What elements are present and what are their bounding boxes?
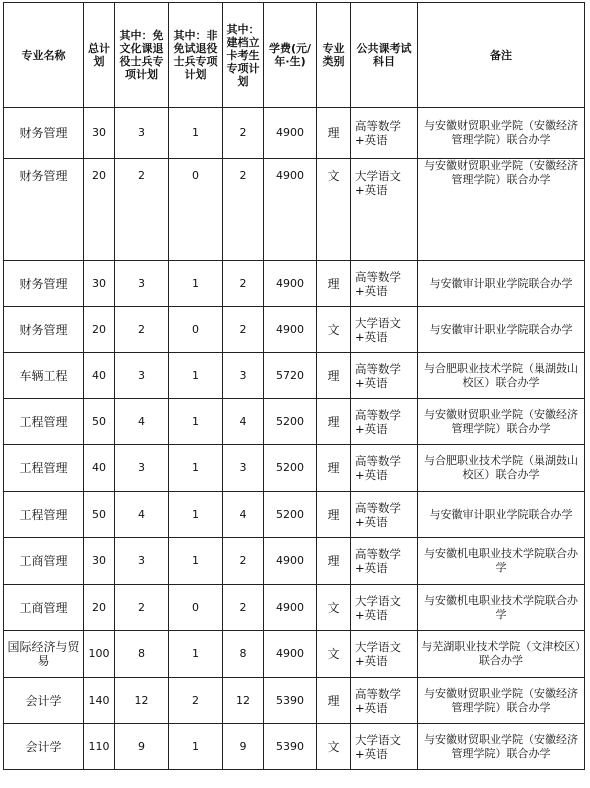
vet-nonexempt-cell: 0 — [169, 307, 223, 353]
note-cell: 与安徽审计职业学院联合办学 — [418, 261, 585, 307]
major-cell: 财务管理 — [4, 159, 84, 261]
vet-nonexempt-cell: 0 — [169, 585, 223, 631]
tuition-cell: 5390 — [264, 724, 317, 770]
subject-line: 大学语文 — [355, 593, 401, 608]
subject-line: 高等数学 — [355, 454, 401, 468]
subject-line: 大学语文 — [355, 169, 401, 183]
vet-exempt-cell: 2 — [115, 159, 169, 261]
category-cell: 文 — [317, 307, 351, 353]
subjects-cell — [351, 631, 418, 678]
category-cell: 理 — [317, 492, 351, 538]
table-row — [4, 353, 585, 399]
major-cell: 工程管理 — [4, 492, 84, 538]
header-total: 总计划 — [84, 3, 115, 108]
subject-line: 高等数学 — [355, 361, 401, 376]
major-cell: 国际经济与贸易 — [4, 631, 84, 678]
category-cell: 理 — [317, 353, 351, 399]
header-row — [4, 3, 585, 108]
tuition-cell: 4900 — [264, 307, 317, 353]
subject-line: 大学语文 — [355, 732, 401, 747]
category-cell: 理 — [317, 678, 351, 724]
subject-line: 大学语文 — [355, 315, 401, 330]
subjects-cell — [351, 492, 418, 538]
vet-exempt-cell: 3 — [115, 261, 169, 307]
major-cell: 财务管理 — [4, 307, 84, 353]
total-cell: 30 — [84, 261, 115, 307]
vet-nonexempt-cell: 2 — [169, 678, 223, 724]
poverty-cell: 2 — [223, 108, 264, 159]
vet-exempt-cell: 8 — [115, 631, 169, 678]
category-cell: 理 — [317, 261, 351, 307]
subject-line: +英语 — [355, 468, 388, 482]
note-cell: 与合肥职业技术学院（巢湖鼓山校区）联合办学 — [418, 445, 585, 492]
tuition-cell: 4900 — [264, 585, 317, 631]
vet-nonexempt-cell: 1 — [169, 538, 223, 585]
subject-line: +英语 — [355, 183, 388, 197]
category-cell: 文 — [317, 159, 351, 261]
subject-line: +英语 — [355, 133, 388, 147]
total-cell: 140 — [84, 678, 115, 724]
subjects-cell — [351, 399, 418, 445]
major-cell: 工商管理 — [4, 538, 84, 585]
vet-nonexempt-cell: 0 — [169, 159, 223, 261]
header-category: 专业类别 — [317, 3, 351, 108]
vet-nonexempt-cell: 1 — [169, 261, 223, 307]
enrollment-plan-table — [3, 2, 585, 770]
table-row — [4, 538, 585, 585]
major-cell: 会计学 — [4, 678, 84, 724]
tuition-cell: 4900 — [264, 631, 317, 678]
category-cell: 理 — [317, 445, 351, 492]
subjects-cell — [351, 724, 418, 770]
tuition-cell: 5720 — [264, 353, 317, 399]
total-cell: 20 — [84, 159, 115, 261]
tuition-cell: 4900 — [264, 538, 317, 585]
header-note: 备注 — [418, 3, 585, 108]
header-poverty: 其中：建档立卡考生专项计划 — [223, 3, 264, 108]
subject-line: +英语 — [355, 421, 388, 436]
poverty-cell: 3 — [223, 445, 264, 492]
category-cell: 理 — [317, 399, 351, 445]
subjects-cell — [351, 585, 418, 631]
vet-nonexempt-cell: 1 — [169, 724, 223, 770]
note-cell: 与安徽财贸职业学院（安徽经济管理学院）联合办学 — [418, 108, 585, 159]
header-vet-exempt: 其中：免文化课退役士兵专项计划 — [115, 3, 169, 108]
tuition-cell: 5200 — [264, 492, 317, 538]
major-cell: 工商管理 — [4, 585, 84, 631]
table-row — [4, 445, 585, 492]
major-cell: 财务管理 — [4, 261, 84, 307]
note-cell: 与安徽审计职业学院联合办学 — [418, 492, 585, 538]
poverty-cell: 2 — [223, 307, 264, 353]
poverty-cell: 2 — [223, 261, 264, 307]
header-tuition: 学费(元/年·生) — [264, 3, 317, 108]
total-cell: 40 — [84, 445, 115, 492]
poverty-cell: 12 — [223, 678, 264, 724]
tuition-cell: 4900 — [264, 261, 317, 307]
subjects-cell — [351, 108, 418, 159]
subject-line: +英语 — [355, 700, 388, 715]
subjects-cell — [351, 307, 418, 353]
vet-exempt-cell: 3 — [115, 108, 169, 159]
vet-exempt-cell: 3 — [115, 538, 169, 585]
category-cell: 文 — [317, 631, 351, 678]
major-cell: 财务管理 — [4, 108, 84, 159]
major-cell: 会计学 — [4, 724, 84, 770]
note-cell: 与安徽机电职业技术学院联合办学 — [418, 538, 585, 585]
total-cell: 100 — [84, 631, 115, 678]
tuition-cell: 5200 — [264, 399, 317, 445]
subject-line: 高等数学 — [355, 269, 401, 284]
vet-exempt-cell: 2 — [115, 307, 169, 353]
table-row — [4, 492, 585, 538]
major-cell: 车辆工程 — [4, 353, 84, 399]
subject-line: +英语 — [355, 514, 388, 529]
total-cell: 20 — [84, 585, 115, 631]
note-cell: 与安徽财贸职业学院（安徽经济管理学院）联合办学 — [418, 678, 585, 724]
note-cell: 与合肥职业技术学院（巢湖鼓山校区）联合办学 — [418, 353, 585, 399]
poverty-cell: 8 — [223, 631, 264, 678]
vet-exempt-cell: 3 — [115, 445, 169, 492]
vet-exempt-cell: 12 — [115, 678, 169, 724]
poverty-cell: 2 — [223, 585, 264, 631]
total-cell: 50 — [84, 399, 115, 445]
subject-line: 高等数学 — [355, 407, 401, 422]
poverty-cell: 2 — [223, 538, 264, 585]
poverty-cell: 3 — [223, 353, 264, 399]
subject-line: +英语 — [355, 375, 388, 390]
total-cell: 20 — [84, 307, 115, 353]
subject-line: 高等数学 — [355, 547, 401, 561]
subject-line: +英语 — [355, 607, 388, 622]
category-cell: 文 — [317, 585, 351, 631]
subject-line: +英语 — [355, 746, 388, 761]
vet-nonexempt-cell: 1 — [169, 353, 223, 399]
poverty-cell: 4 — [223, 492, 264, 538]
table-row — [4, 399, 585, 445]
header-subjects: 公共课考试科目 — [351, 3, 418, 108]
subject-line: +英语 — [355, 283, 388, 298]
subject-line: 高等数学 — [355, 686, 401, 701]
category-cell: 理 — [317, 108, 351, 159]
note-cell: 与安徽审计职业学院联合办学 — [418, 307, 585, 353]
note-cell: 与芜湖职业技术学院（文津校区）联合办学 — [418, 631, 585, 678]
note-cell: 与安徽财贸职业学院（安徽经济管理学院）联合办学 — [418, 724, 585, 770]
vet-exempt-cell: 3 — [115, 353, 169, 399]
poverty-cell: 4 — [223, 399, 264, 445]
total-cell: 30 — [84, 108, 115, 159]
subjects-cell — [351, 445, 418, 492]
header-vet-nonexempt: 其中：非免试退役士兵专项计划 — [169, 3, 223, 108]
subject-line: +英语 — [355, 561, 388, 575]
major-cell: 工程管理 — [4, 399, 84, 445]
vet-nonexempt-cell: 1 — [169, 492, 223, 538]
note-cell: 与安徽财贸职业学院（安徽经济管理学院）联合办学 — [418, 399, 585, 445]
subjects-cell — [351, 678, 418, 724]
header-major: 专业名称 — [4, 3, 84, 108]
vet-exempt-cell: 2 — [115, 585, 169, 631]
vet-nonexempt-cell: 1 — [169, 445, 223, 492]
table-row — [4, 631, 585, 678]
major-cell: 工程管理 — [4, 445, 84, 492]
vet-exempt-cell: 4 — [115, 492, 169, 538]
table-row — [4, 159, 585, 261]
tuition-cell: 5200 — [264, 445, 317, 492]
vet-nonexempt-cell: 1 — [169, 399, 223, 445]
total-cell: 40 — [84, 353, 115, 399]
table-row — [4, 307, 585, 353]
subjects-cell — [351, 538, 418, 585]
total-cell: 110 — [84, 724, 115, 770]
category-cell: 理 — [317, 538, 351, 585]
subject-line: 高等数学 — [355, 119, 401, 133]
tuition-cell: 4900 — [264, 159, 317, 261]
vet-exempt-cell: 4 — [115, 399, 169, 445]
table-row — [4, 678, 585, 724]
table-row — [4, 585, 585, 631]
subject-line: 大学语文 — [355, 640, 401, 654]
note-cell: 与安徽财贸职业学院（安徽经济管理学院）联合办学 — [418, 159, 585, 261]
tuition-cell: 4900 — [264, 108, 317, 159]
subjects-cell — [351, 261, 418, 307]
table-row — [4, 261, 585, 307]
subjects-cell — [351, 353, 418, 399]
vet-nonexempt-cell: 1 — [169, 108, 223, 159]
subjects-cell — [351, 159, 418, 261]
subject-line: +英语 — [355, 654, 388, 668]
total-cell: 30 — [84, 538, 115, 585]
vet-exempt-cell: 9 — [115, 724, 169, 770]
tuition-cell: 5390 — [264, 678, 317, 724]
total-cell: 50 — [84, 492, 115, 538]
vet-nonexempt-cell: 1 — [169, 631, 223, 678]
table-row — [4, 724, 585, 770]
note-cell: 与安徽机电职业技术学院联合办学 — [418, 585, 585, 631]
poverty-cell: 9 — [223, 724, 264, 770]
subject-line: +英语 — [355, 329, 388, 344]
subject-line: 高等数学 — [355, 500, 401, 515]
poverty-cell: 2 — [223, 159, 264, 261]
category-cell: 文 — [317, 724, 351, 770]
table-row — [4, 108, 585, 159]
